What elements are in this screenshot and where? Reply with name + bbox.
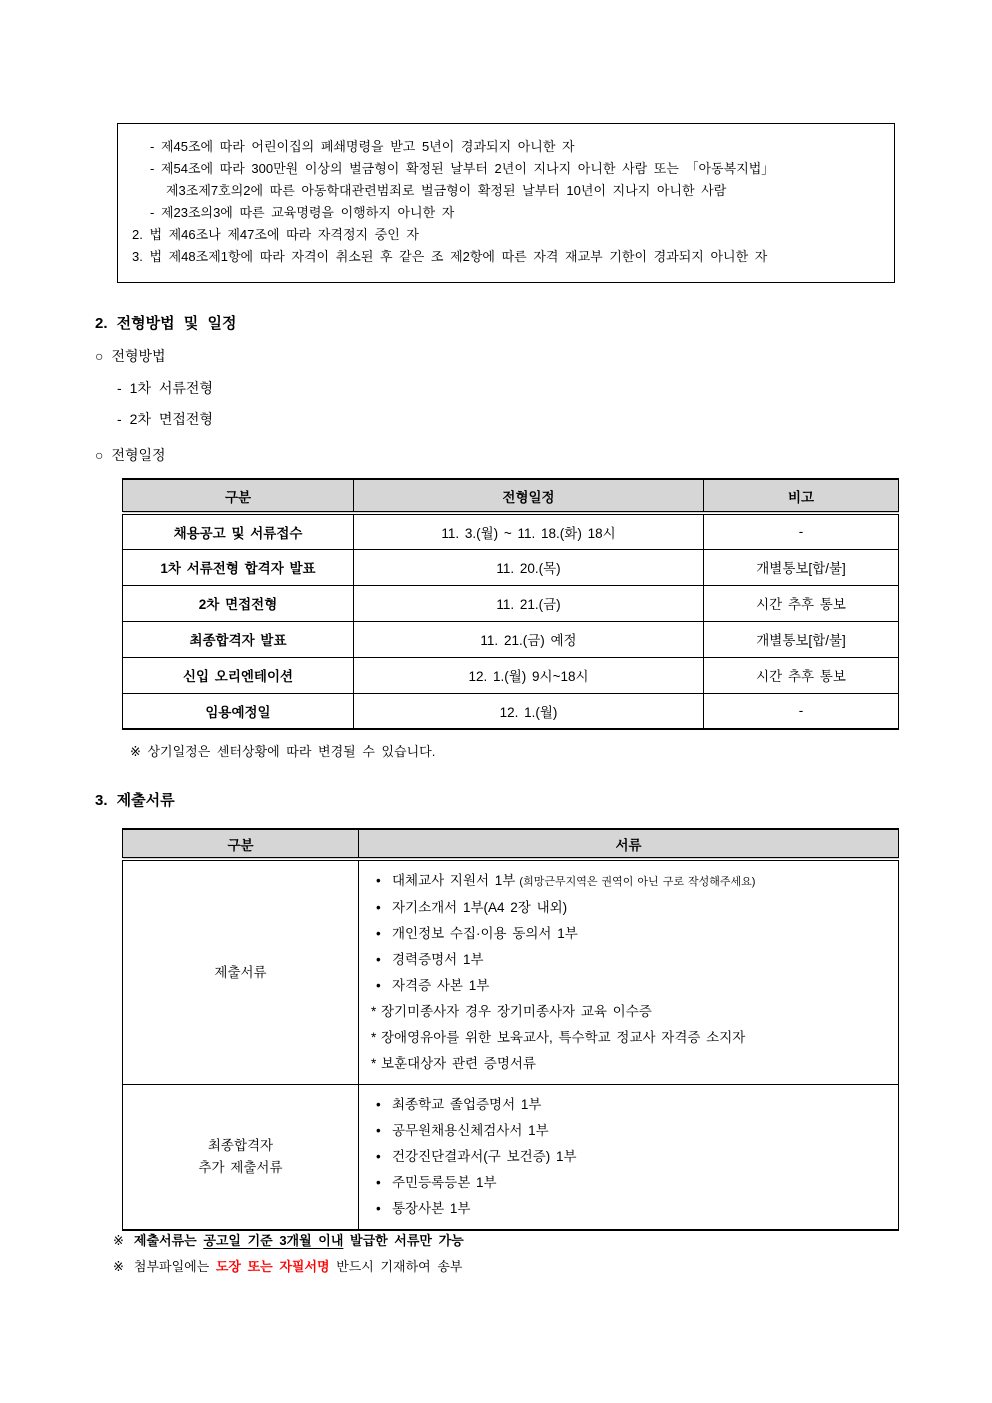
schedule-category-cell: 임용예정일 xyxy=(123,693,354,729)
schedule-remark-cell: - xyxy=(704,693,899,729)
schedule-category-cell: 최종합격자 발표 xyxy=(123,621,354,657)
schedule-table-row xyxy=(123,621,899,657)
doc-item xyxy=(371,868,886,895)
schedule-header-row xyxy=(123,479,899,513)
note-text-part: 제출서류는 xyxy=(133,1233,204,1248)
schedule-label: 전형일정 xyxy=(111,447,166,463)
asterisk-icon: * xyxy=(371,1056,377,1071)
asterisk-icon: * xyxy=(371,1030,377,1045)
doc-item xyxy=(371,1051,886,1077)
documents-category-cell xyxy=(123,1085,359,1231)
category-line: 제출서류 xyxy=(214,964,267,980)
bullet-icon: • xyxy=(376,1123,381,1138)
selection-method-row xyxy=(95,346,166,366)
schedule-table-row xyxy=(123,549,899,585)
doc-item-text: 건강진단결과서(구 보건증) 1부 xyxy=(392,1149,577,1164)
doc-item-text: 대체교사 지원서 1부 xyxy=(392,873,516,888)
schedule-remark-cell: - xyxy=(704,513,899,549)
dash-bullet-icon: - xyxy=(117,380,122,396)
schedule-date-cell: 12. 1.(월) 9시~18시 xyxy=(354,657,704,693)
column-header: 구분 xyxy=(123,829,359,859)
schedule-table-row xyxy=(123,657,899,693)
doc-item xyxy=(371,999,886,1025)
eligibility-box xyxy=(117,123,895,283)
dash-bullet-icon: - xyxy=(117,411,122,427)
documents-table-row xyxy=(123,1085,899,1231)
bullet-icon: • xyxy=(376,952,381,967)
submission-notes xyxy=(113,1228,464,1280)
column-header: 구분 xyxy=(123,479,354,513)
documents-items-cell xyxy=(359,1085,899,1231)
schedule-category-cell: 신입 오리엔테이션 xyxy=(123,657,354,693)
doc-item-text: 최종학교 졸업증명서 1부 xyxy=(392,1097,542,1112)
note-text-part: 첨부파일에는 xyxy=(133,1259,216,1274)
column-header: 전형일정 xyxy=(354,479,704,513)
schedule-date-cell: 11. 21.(금) 예정 xyxy=(354,621,704,657)
schedule-category-cell: 채용공고 및 서류접수 xyxy=(123,513,354,549)
section-2-heading: 2. 전형방법 및 일정 xyxy=(95,315,237,332)
note-line xyxy=(113,1228,464,1254)
method-item-label: 2차 면접전형 xyxy=(129,411,213,427)
doc-item-small-note: (희망근무지역은 권역이 아닌 구로 작성해주세요) xyxy=(515,876,756,888)
selection-method-label: 전형방법 xyxy=(111,348,166,364)
doc-item-text: 개인정보 수집·이용 동의서 1부 xyxy=(392,926,578,941)
doc-item xyxy=(371,1170,886,1196)
doc-item-text: 공무원채용신체검사서 1부 xyxy=(392,1123,549,1138)
bullet-icon: • xyxy=(376,1201,381,1216)
circle-bullet-icon: ○ xyxy=(95,447,104,463)
bullet-icon: • xyxy=(376,1149,381,1164)
bullet-icon: • xyxy=(376,1097,381,1112)
reference-mark-icon: ※ xyxy=(113,1233,124,1248)
bullet-icon: • xyxy=(376,926,381,941)
eligibility-line: - 제23조의3에 따른 교육명령을 이행하지 아니한 자 xyxy=(150,205,455,220)
documents-table-row xyxy=(123,859,899,1085)
note-text-part: 공고일 기준 3개월 이내 xyxy=(203,1233,344,1248)
doc-item xyxy=(371,895,886,921)
schedule-remark-cell: 개별통보[합/불] xyxy=(704,621,899,657)
category-line: 최종합격자 xyxy=(207,1138,274,1153)
schedule-remark-cell: 개별통보[합/불] xyxy=(704,549,899,585)
doc-item-text: 자격증 사본 1부 xyxy=(392,978,490,993)
doc-item xyxy=(371,1144,886,1170)
bullet-icon: • xyxy=(376,978,381,993)
doc-item-text: 장애영유아를 위한 보육교사, 특수학교 정교사 자격증 소지자 xyxy=(381,1030,746,1045)
doc-item-text: 보훈대상자 관련 증명서류 xyxy=(381,1056,536,1071)
doc-item-text: 주민등록등본 1부 xyxy=(392,1175,497,1190)
documents-header-row xyxy=(123,829,899,859)
bullet-icon: • xyxy=(376,873,381,888)
doc-item xyxy=(371,1118,886,1144)
schedule-remark-cell: 시간 추후 통보 xyxy=(704,585,899,621)
doc-item xyxy=(371,1196,886,1222)
schedule-date-cell: 11. 21.(금) xyxy=(354,585,704,621)
schedule-table-row xyxy=(123,585,899,621)
doc-item xyxy=(371,1092,886,1118)
doc-item xyxy=(371,947,886,973)
section-3-heading: 3. 제출서류 xyxy=(95,792,175,809)
doc-item-text: 자기소개서 1부(A4 2장 내외) xyxy=(392,900,568,915)
bullet-icon: • xyxy=(376,1175,381,1190)
schedule-category-cell: 1차 서류전형 합격자 발표 xyxy=(123,549,354,585)
circle-bullet-icon: ○ xyxy=(95,348,104,364)
asterisk-icon: * xyxy=(371,1004,377,1019)
documents-table xyxy=(122,828,899,1231)
documents-items-cell xyxy=(359,859,899,1085)
doc-item-text: 경력증명서 1부 xyxy=(392,952,484,967)
documents-category-cell xyxy=(123,859,359,1085)
doc-item-text: 통장사본 1부 xyxy=(392,1201,471,1216)
schedule-date-cell: 11. 20.(목) xyxy=(354,549,704,585)
note-line xyxy=(113,1254,464,1280)
bullet-icon: • xyxy=(376,900,381,915)
schedule-row xyxy=(95,445,166,465)
schedule-body xyxy=(123,513,899,729)
method-item-label: 1차 서류전형 xyxy=(129,380,213,396)
eligibility-line: 3. 법 제48조제1항에 따라 자격이 취소된 후 같은 조 제2항에 따른 자격 재교부 기한이 경과되지 아니한 자 xyxy=(132,249,768,264)
doc-item xyxy=(371,1025,886,1051)
method-item-2 xyxy=(117,409,213,429)
doc-item xyxy=(371,973,886,999)
schedule-category-cell: 2차 면접전형 xyxy=(123,585,354,621)
note-text-part: 도장 또는 자필서명 xyxy=(215,1259,330,1274)
reference-mark-icon: ※ xyxy=(113,1259,124,1274)
schedule-table-row xyxy=(123,513,899,549)
doc-item-text: 장기미종사자 경우 장기미종사자 교육 이수증 xyxy=(381,1004,652,1019)
column-header: 비고 xyxy=(704,479,899,513)
eligibility-line: - 제45조에 따라 어린이집의 폐쇄명령을 받고 5년이 경과되지 아니한 자 xyxy=(150,139,575,154)
column-header: 서류 xyxy=(359,829,899,859)
schedule-date-cell: 11. 3.(월) ~ 11. 18.(화) 18시 xyxy=(354,513,704,549)
schedule-note: ※ 상기일정은 센터상황에 따라 변경될 수 있습니다. xyxy=(130,744,436,759)
eligibility-line: - 제54조에 따라 300만원 이상의 벌금형이 확정된 날부터 2년이 지나지 아니한 사람 또는 「아동복지법」 xyxy=(150,161,775,176)
method-item-1 xyxy=(117,378,213,398)
schedule-table xyxy=(122,478,899,730)
schedule-remark-cell: 시간 추후 통보 xyxy=(704,657,899,693)
note-text-part: 반드시 기재하여 송부 xyxy=(329,1259,463,1274)
documents-body xyxy=(123,859,899,1230)
schedule-table-row xyxy=(123,693,899,729)
doc-item xyxy=(371,921,886,947)
eligibility-line: 2. 법 제46조나 제47조에 따라 자격정지 중인 자 xyxy=(132,227,419,242)
eligibility-line: 제3조제7호의2에 따른 아동학대관련범죄로 벌금형이 확정된 날부터 10년이 지나지 아니한 사람 xyxy=(166,183,727,198)
category-line: 추가 제출서류 xyxy=(198,1160,283,1175)
schedule-date-cell: 12. 1.(월) xyxy=(354,693,704,729)
note-text-part: 발급한 서류만 가능 xyxy=(343,1233,464,1248)
